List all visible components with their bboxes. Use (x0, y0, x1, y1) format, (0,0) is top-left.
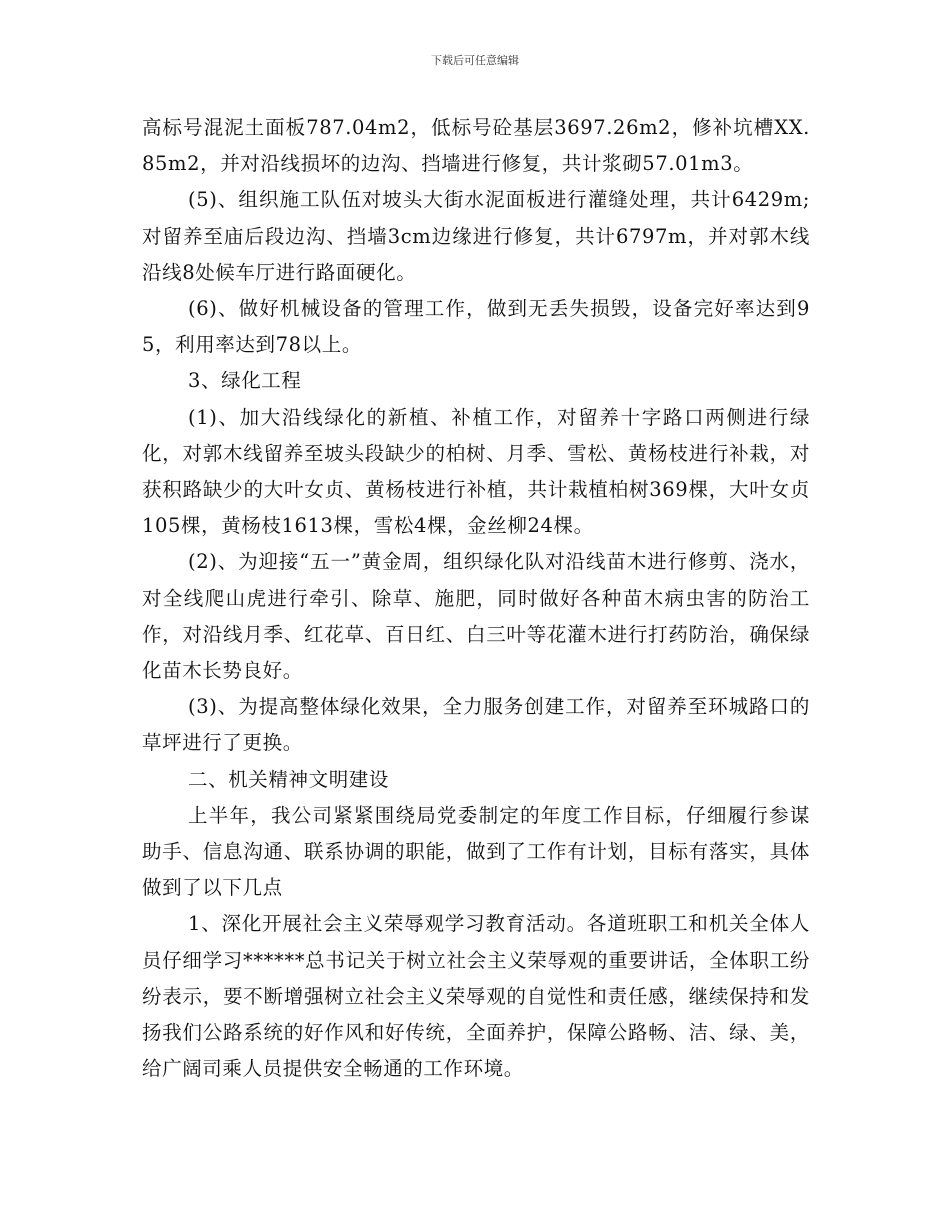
paragraph-3: (6)、做好机械设备的管理工作，做到无丢失损毁，设备完好率达到95，利用率达到78以上。 (142, 297, 810, 357)
document-body (142, 110, 810, 1087)
paragraph-2: (5)、组织施工队伍对坡头大街水泥面板进行灌缝处理，共计6429m;对留养至庙后段边沟、挡墙3cm边缘进行修复，共计6797m，并对郭木线沿线8处候车厅进行路面硬化。 (142, 188, 810, 284)
paragraph-5: (1)、加大沿线绿化的新植、补植工作，对留养十字路口两侧进行绿化，对郭木线留养至坡头段缺少的柏树、月季、雪松、黄杨枝进行补栽，对获积路缺少的大叶女贞、黄杨枝进行补植，共计栽植柏树369棵，大叶女贞105棵，黄杨枝1613棵，雪松4棵，金丝柳24棵。 (142, 405, 810, 538)
section-heading-civilization: 二、机关精神文明建设 (188, 767, 390, 791)
paragraph-10: 1、深化开展社会主义荣辱观学习教育活动。各道班职工和机关全体人员仔细学习******总书记关于树立社会主义荣辱观的重要讲话，全体职工纷纷表示，要不断增强树立社会主义荣辱观的自觉性和责任感，继续保持和发扬我们公路系统的好作风和好传统，全面养护，保障公路畅、洁、绿、美，给广阔司乘人员提供安全畅通的工作环境。 (142, 912, 810, 1081)
page-header-note: 下载后可任意编辑 (431, 54, 519, 67)
paragraph-9: 上半年，我公司紧紧围绕局党委制定的年度工作目标，仔细履行参谋助手、信息沟通、联系协调的职能，做到了工作有计划，目标有落实，具体做到了以下几点 (142, 803, 810, 900)
section-heading-greening: 3、绿化工程 (188, 369, 302, 393)
paragraph-7: (3)、为提高整体绿化效果，全力服务创建工作，对留养至环城路口的草坪进行了更换。 (142, 695, 810, 755)
paragraph-6: (2)、为迎接“五一”黄金周，组织绿化队对沿线苗木进行修剪、浇水，对全线爬山虎进行牵引、除草、施肥，同时做好各种苗木病虫害的防治工作，对沿线月季、红花草、百日红、白三叶等花灌木进行打药防治，确保绿化苗木长势良好。 (142, 550, 810, 683)
paragraph-1: 高标号混泥土面板787.04m2，低标号砼基层3697.26m2，修补坑槽XX.85m2，并对沿线损坏的边沟、挡墙进行修复，共计浆砌57.01m3。 (142, 116, 810, 176)
